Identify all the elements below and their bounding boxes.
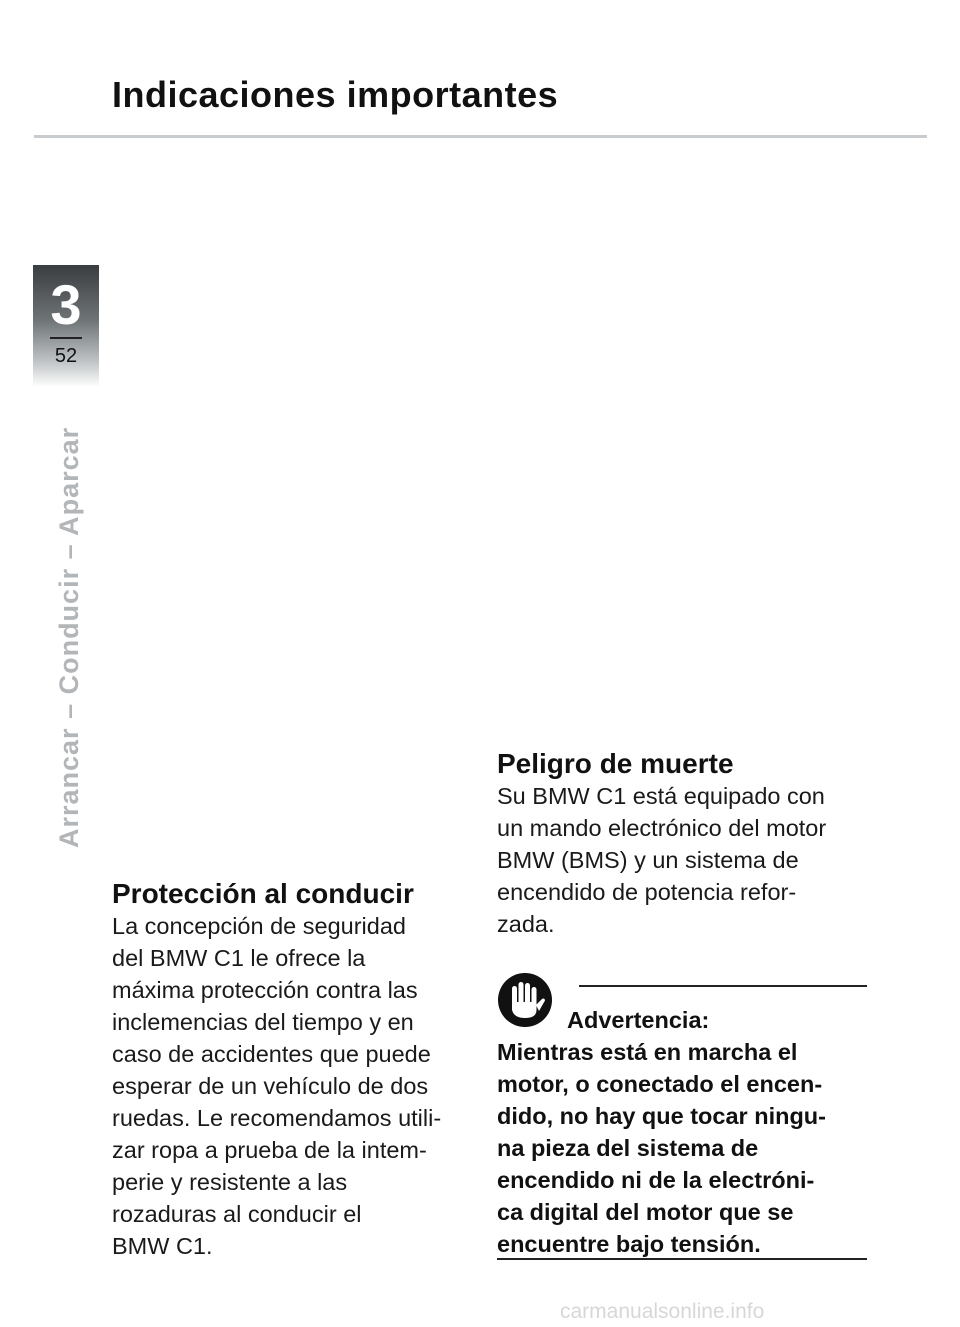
warning-top-rule [579, 985, 867, 987]
body-line: zar ropa a prueba de la intem- [112, 1137, 427, 1163]
body-line: encendido de potencia refor- [497, 879, 797, 905]
body-line: máxima protección contra las [112, 977, 418, 1003]
body-line: zada. [497, 911, 555, 937]
hand-stop-icon [497, 972, 553, 1028]
warning-line: motor, o conectado el encen- [497, 1071, 823, 1097]
chapter-tab [33, 265, 99, 387]
warning-text [497, 1036, 869, 1260]
chapter-divider [50, 337, 82, 339]
section-side-title: Arrancar – Conducir – Aparcar [54, 426, 84, 848]
section-riding-protection [112, 878, 477, 1262]
warning-line: encuentre bajo tensión. [497, 1231, 761, 1257]
section-danger-of-death [497, 748, 869, 940]
page-number: 52 [54, 345, 78, 367]
body-line: ruedas. Le recomendamos utili- [112, 1105, 442, 1131]
warning-line: encendido ni de la electróni- [497, 1167, 815, 1193]
body-line: La concepción de seguridad [112, 913, 406, 939]
body-line: caso de accidentes que puede [112, 1041, 431, 1067]
section-heading: Protección al conducir [112, 878, 414, 909]
body-line: BMW (BMS) y un sistema de [497, 847, 799, 873]
body-line: inclemencias del tiempo y en [112, 1009, 414, 1035]
body-line: del BMW C1 le ofrece la [112, 945, 366, 971]
header-divider [34, 135, 927, 138]
warning-line: dido, no hay que tocar ningu- [497, 1103, 826, 1129]
section-body [112, 910, 477, 1262]
body-line: BMW C1. [112, 1233, 213, 1259]
warning-line: Mientras está en marcha el [497, 1039, 798, 1065]
body-line: Su BMW C1 está equipado con [497, 783, 825, 809]
warning-bottom-rule [497, 1258, 867, 1260]
body-line: un mando electrónico del motor [497, 815, 827, 841]
body-line: rozaduras al conducir el [112, 1201, 362, 1227]
body-line: esperar de un vehículo de dos [112, 1073, 429, 1099]
watermark: carmanualsonline.info [560, 1300, 765, 1323]
page-title: Indicaciones importantes [112, 74, 559, 115]
section-heading: Peligro de muerte [497, 748, 734, 779]
warning-label: Advertencia: [567, 1007, 710, 1033]
chapter-number: 3 [50, 273, 82, 336]
warning-line: na pieza del sistema de [497, 1135, 759, 1161]
body-line: perie y resistente a las [112, 1169, 348, 1195]
warning-line: ca digital del motor que se [497, 1199, 794, 1225]
section-body [497, 780, 869, 940]
